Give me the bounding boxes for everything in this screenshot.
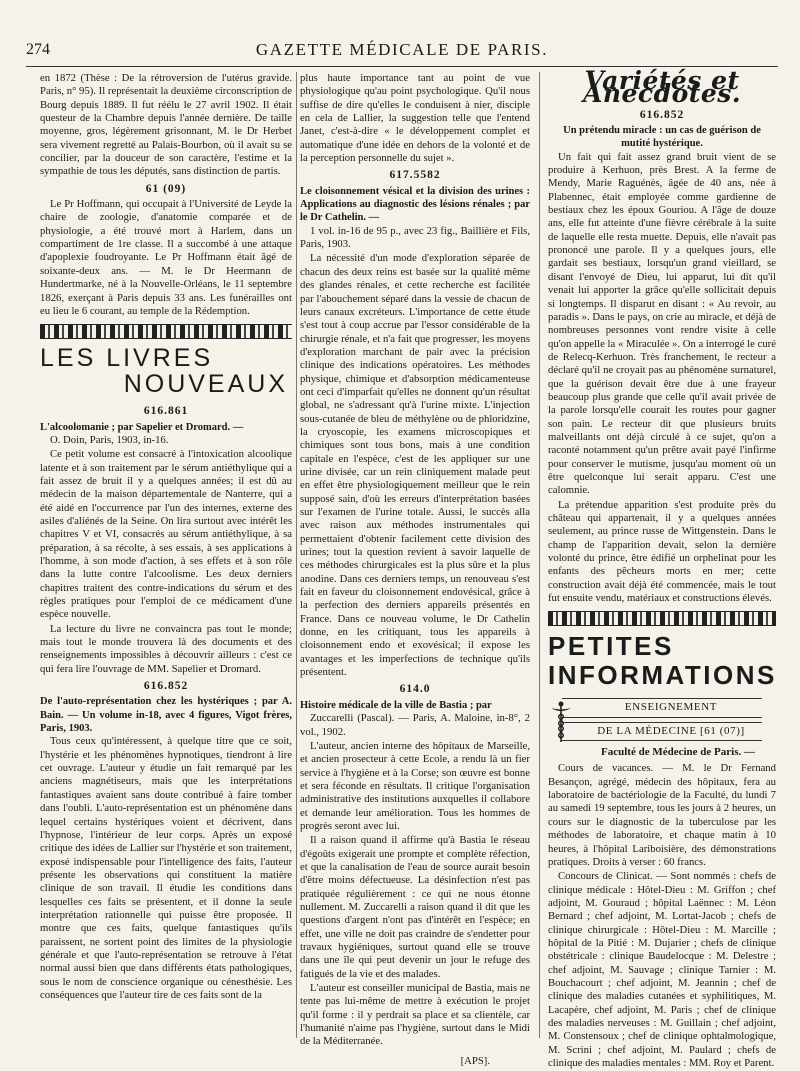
signature: [APS]. [460,1054,490,1067]
ornamental-divider [548,611,776,626]
article-text: Cours de vacances. — M. le Dr Fernand Besançon, agrégé, médecin des hôpitaux, fera au laboratoire de bactériologie de la Faculté, du lundi 7 au samedi 19 septembre, tous les jours à 2 heures, un cours sur le diagnostic de la tuberculose par les méthodes de laboratoire, et chaque matin à 10 heures, à l'hôpital Lariboisière, des démonstrations pratiques. Droits à verser : 60 francs. [548,762,776,868]
book-title: L'alcoolomanie ; par Sapelier et Dromard. — [40,421,244,433]
ornamental-divider [40,324,292,339]
subsection-heading: ENSEIGNEMENT [562,698,762,717]
column-middle [300,72,530,1068]
book-review-continued: plus haute importance tant au point de vue physiologique qu'au point psychologique. Qu'il nous suffise de dire qu'elles le conduisent à nier, disciple en cela de Lallier, la suggestion telle que l'entend Janet, c'est-à-dire « le développement complet et automatique d'une idée en dehors de la volonté et de la perception personnelle du sujet ». [300,72,530,165]
book-title: Le cloisonnement vésical et la division des urines : Applications au diagnostic des lésions rénales ; par le Dr Cathelin. — [300,185,530,224]
section-heading-petites-informations [548,632,776,690]
book-review: La lecture du livre ne convaincra pas tout le monde; mais tout le monde trouvera là des documents et des renseignements impossibles à découvrir ailleurs : c'est ce qui fera lire l'ouvrage de MM. Sapelier et Dromard. [40,622,292,675]
section-number: 616.861 [143,405,189,418]
book-title: De l'auto-représentation chez les hystériques ; par A. Bain. — Un volume in-18, avec 4 figures, Vigot frères, Paris, 1903. [40,696,292,735]
page-header [26,30,778,70]
book-review: L'auteur, ancien interne des hôpitaux de Marseille, et ancien prosecteur à cette Ecole, a rendu là un fier service à l'hygiène et à la Corse; son œuvre est bonne et sera féconde en résultats. Il critique l'organisation administrative des institutions auxquelles il collabore et demande leur amélioration. Tous les hommes de progrès seront avec lui. [300,739,530,832]
page-number: 274 [26,41,50,58]
section-number: 616.852 [143,680,189,693]
heading-line: INFORMATIONS [548,660,777,691]
section-heading-varietes: Variétés et Anecdotes. [582,66,742,109]
column-divider [539,72,540,1038]
section-number: 616.852 [639,108,685,121]
book-review: L'auteur est conseiller municipal de Bastia, mais ne tente pas lui-même de mettre à exécution le projet qu'il forme : il y perdrait sa place et sa clientèle, car l'humanité n'aime pas l'hygiène, surtout dans le Midi de la Méditerranée. [300,982,530,1048]
section-heading-livres-nouveaux [40,345,292,397]
book-review: La nécessité d'un mode d'exploration séparée de chacun des deux reins est basée sur la qualité même des glandes rénales, et cette recherche est facilitée par l'abouchement séparé dans la vessie de chacun de leurs canaux excréteurs. L'importance de cette étude s'est tout à coup accrue par l'essor considérable de la chirurgie rénale, et n'a fait que progresser, les moyens d'exploration marchant de pair avec la précision clinique des indications opératoires. Les méthodes physique, chimique et d'absorption médicamenteuse ont ceci d'imparfait qu'elles ne donnent qu'un résultat global, ne s'adressant qu'à l'urine mixte. L'injection sous-cutanée de bleu de méthylène ou de phloridzine, la cryoscopie, les examens microscopiques et chimiques sont tous bons, mais à une condition capitale en l'espèce, c'est de les appliquer sur une urine divisée, car un rein cliniquement malade peut en effet être physiologiquement meilleur que le rein supposé sain, d'où les erreurs d'interprétation basées sur l'examen de l'urine totale. Aussi, le succès alla avec raison aux méthodes instrumentales qui permettaient d'obtenir facilement cette division des urines; tout la question revient à savoir laquelle de ces méthodes chirurgicales est la plus sûre et la plus anodine. Dans ces derniers temps, un renouveau s'est fait en faveur du cloisonnement endovésical, grâce à la perfection des derniers appareils présentés en France. Dans ce nouveau volume, le Dr Cathelin donne, en les critiquant, tous les appareils à cloisonnement endo et exovésical; il expose les avantages et les imperfections de technique qu'ils présentent. [300,252,530,679]
journal-title: GAZETTE MÉDICALE DE PARIS. [255,40,549,59]
book-review: Il a raison quand il affirme qu'à Bastia le réseau d'égoûts exigerait une prompte et complète réfection, et que la canalisation de l'eau de source aurait besoin d'être moins défectueuse. La désinfection n'est pas pratiquée régulièrement : ce qui ne nous étonne nullement. M. Zuccarelli a raison quand il dit que les questions d'argent n'ont pas d'intérêt en l'espèce; en effet, une ville ne doit pas craindre de s'endetter pour travaux hygiéniques, surtout quand elle se trouve dans une île qui peut devenir un jour le refuge des fatigués de la vie et des malades. [300,834,530,980]
book-review: Tous ceux qu'intéressent, à quelque titre que ce soit, l'hystérie et les phénomènes hypnotiques, tiendront à lire cet ouvrage. L'auteur y étudie un fait remarqué par les anciens magnétiseurs, mais que les interprétations fantastiques avaient sans doute contribué à faire tomber dans l'oubli. L'auto-représentation est un phénomène dans lequel certains hystériques voient et décrivent, dans l'hypnose, l'intérieur de leur corps. Après un exposé critique des idées de Lallier sur l'hystérie et son traitement, exposé indispensable pour l'intelligence des faits, l'auteur présente les observations qui constituent la matière clinique de son travail. Il étudie les conditions dans lesquelles ces faits se présentent, et il donne la seule interprétation rationnelle qui puisse être proposée. Il montre que ces faits, quelque fantastiques qu'ils paraissent, ne sortent point des limites de la physiologie générale et que l'auto-représentation se retrouve à l'état normal aussi bien que dans différents états pathologiques, sous le nom de conscience organique ou cénesthésie. Les conséquences que l'auteur tire de ces faits sont de la [40,735,292,1001]
column-right [548,66,777,1071]
book-publisher: 1 vol. in-16 de 95 p., avec 23 fig., Baillière et Fils, Paris, 1903. [300,224,530,251]
section-number: 614.0 [399,683,431,696]
article-text: Concours de Clinicat. — Sont nommés : chefs de clinique médicale : Hôtel-Dieu : M. Griffon ; chef adjoint, M. Gouraud ; hôpital Laënnec : M. Léon Bernard ; chef adjoint, M. Lortat-Jacob ; chefs de clinique chirurgicale : Hôtel-Dieu : M. Marcille ; hôpital de la Pitié : M. Dujarier ; chefs de clinique obstétricale : clinique Baudelocque : M. Delestre ; chef adjoint, M. Sauvage ; clinique Tarnier : M. Bouchacourt ; chef adjoint, M. Jeannin ; chef de clinique des maladies cutanées et syphilitiques, M. Lacapère, chef adjoint, M. Paris ; chef de clinique des maladies nerveuses : M. Guillain ; chef adjoint, M. Constensoux ; chef de clinique ophtalmologique, M. Scrini ; chef adjoint, M. Paulard ; chefs de clinique des maladies mentales : MM. Roy et Parent. [548,870,776,1069]
obituary-hoffmann: Le Pr Hoffmann, qui occupait à l'Université de Leyde la chaire de zoologie, d'anatomie comparée et de physiologie, a été trouvé mort à Harlem, dans un compartiment de 1re classe. Il a succombé à une attaque d'apoplexie foudroyante. Le Pr Hoffmann était âgé de soixante-deux ans. — M. le Dr Heermann de Hundertmarke, né à la Nouvelle-Orléans, le 11 septembre 1826, exerçant à Paris depuis 33 ans. Les funérailles ont eu lieu le 6 courant, au temple de la Rédemption. [40,198,292,317]
book-publisher: O. Doin, Paris, 1903, in-16. [50,433,169,446]
book-review: Ce petit volume est consacré à l'intoxication alcoolique latente et à son traitement par le sérum antiéthylique qui a fait assez de bruit il y a quelques années; il est dû au médecin de la maison départementale de Nanterre, qui a été aidé en l'occurrence par l'un des internes, externe des asiles d'aliénés de la Seine. On lira surtout avec intérêt les chapitres V et VI, consacrés au sérum antiéthylique, à sa préparation, à sa récolte, à ses essais, à ses applications à l'homme, à son mode d'action, à ses effets et à son rôle dans la lutte contre l'alcoolisme. Les deux derniers chapitres traitent des contre-indications du sérum et des règles pratiques pour l'emploi de ce médicament d'une espèce nouvelle. [40,448,292,621]
book-title: Histoire médicale de la ville de Bastia ; par [300,699,492,711]
column-divider [296,72,297,1038]
subsection-heading: DE LA MÉDECINE [61 (07)] [562,722,762,741]
caduceus-icon [548,700,574,744]
section-number: 617.5582 [389,169,441,182]
book-publisher: Zuccarelli (Pascal). — Paris, A. Maloine, in-8°, 2 vol., 1902. [300,712,530,738]
heading-line: LES LIVRES [40,344,214,373]
column-left [40,72,292,1003]
heading-line: NOUVEAUX [123,370,288,399]
article-text: Un fait qui fait assez grand bruit vient de se produire à Kerhuon, près Brest. A la ferme de Mendy, Marie Raguénès, âgée de 40 ans, née à Plabennec, était employée comme gardienne de bestiaux chez les époux Gouriou. A l'âge de douze ans, elle fut atteinte d'une fièvre cérébrale à la suite de laquelle elle resta muette. Depuis, elle n'avait pas prononcé une parole. Il y a quelques jours, elle gardait ses bestiaux, lorsqu'un grand vieillard, se disant l'envoyé de Dieu, lui apparut, lui dit qu'il venait lui apporter la grâce qu'elle sollicitait depuis si longtemps. Il disparut en disant : « Au revoir, au paradis ». Dans le pays, on crie au miracle, et déjà de nombreuses personnes vont rendre visite à celle qu'on appelle la « Miraculée ». On a interrogé le curé de Relecq-Kerhuon. Très franchement, le recteur a déclaré qu'il ne croyait pas au phénomène surnaturel, que la guérison devait être due à une frayeur beaucoup plus grande que celle qu'il avait privée de la parole lorsqu'elle courait les routes pour gagner son pain. Le recteur dit que plusieurs bruits malveillants ont déjà circulé à ce sujet, qu'on a raconté notamment qu'un prêtre avait payé l'infirme pour conserver le mutisme, jusqu'au moment où un être quelconque lui serait apparu. C'est une calomnie. [548,150,776,497]
obituary-herbet: en 1872 (Thèse : De la rétroversion de l'utérus gravide. Paris, n° 95). Il représentait la deuxième circonscription de Bourg depuis 1889. Il fut réélu le 27 avril 1902. Il était questeur de la Chambre depuis l'année dernière. De taille moyenne, gros, légèrement grisonnant, M. le Dr Herbet sera vivement regretté au Palais-Bourbon, où il avait su se concilier, par la douceur de son caractère, l'estime et la sympathie de tous les députés, sans distinction de partis. [40,72,292,178]
article-title: Un prétendu miracle : un cas de guérison de mutité hystérique. [563,125,761,150]
article-text: La prétendue apparition s'est produite près du château qui appartenait, il y a quelques années seulement, au prince russe de Wittgenstein. Dans le champ de l'apparition devait, selon la dernière volonté du prince, être édifié un orphelinat pour les enfants des pêcheurs morts en mer; cette construction avait déjà été commencée, mais le tout fut ensuite vendu, matériaux et constructions élevés. [548,498,776,605]
section-number: 61 (09) [145,182,187,195]
article-title: Faculté de Médecine de Paris. — [601,746,755,759]
heading-line: PETITES [548,631,674,662]
